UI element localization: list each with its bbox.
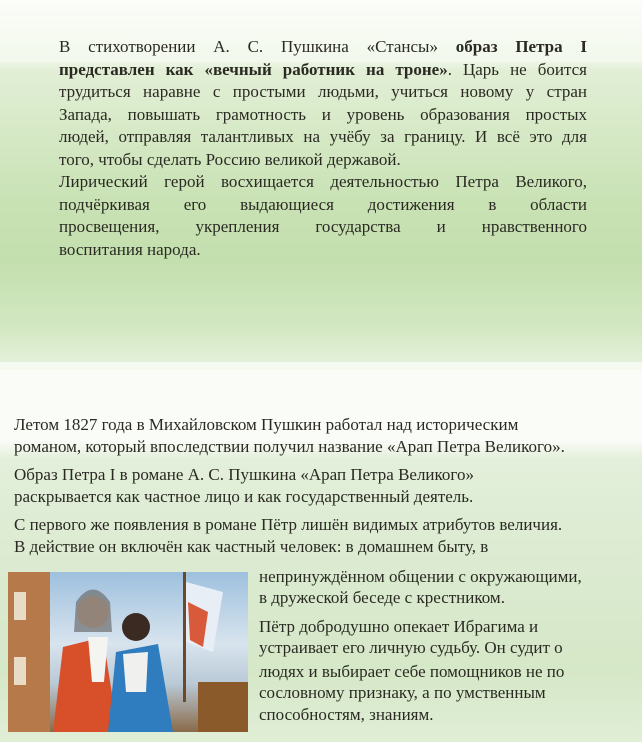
text-line: В действие он включён как частный человек: в домашнем быту, в xyxy=(14,537,489,556)
window xyxy=(14,657,26,685)
text-line: Образ Петра I в романе А. С. Пушкина «Арап Петра Великого» xyxy=(14,465,474,484)
text-segment: . Царь не боится xyxy=(447,60,587,79)
text-line: Летом 1827 года в Михайловском Пушкин работал над историческим xyxy=(14,415,519,434)
ibrahim-shirt xyxy=(123,652,148,692)
text-line: Запада, повышать грамотность и уровень образования простых xyxy=(59,105,587,124)
text-line: устраивает его личную судьбу. Он судит о xyxy=(259,638,563,657)
bold-text: образ Петра I xyxy=(455,37,587,56)
painting-illustration xyxy=(8,572,248,732)
text-line: воспитания народа. xyxy=(59,240,201,259)
text-line: способностям, знаниям. xyxy=(259,705,434,724)
text-line: трудиться наравне с простыми людьми, учиться новому у стран xyxy=(59,82,587,101)
text-line: раскрывается как частное лицо и как государственный деятель. xyxy=(14,487,474,506)
ibrahim-face xyxy=(122,613,150,641)
text-line: непринуждённом общении с окружающими, xyxy=(259,567,582,586)
peter-coat xyxy=(53,637,118,732)
text-line: Пётр добродушно опекает Ибрагима и xyxy=(259,617,539,636)
text-segment: В стихотворении А. С. Пушкина «Стансы» xyxy=(59,37,456,56)
text-line: просвещения, укрепления государства и нравственного xyxy=(59,217,587,236)
text-line xyxy=(59,37,587,57)
ship-hull xyxy=(198,682,248,732)
painting-peter-and-ibrahim xyxy=(8,572,248,732)
mast xyxy=(183,572,186,702)
text-line: подчёркивая его выдающиеся достижения в области xyxy=(59,195,587,214)
text-line: сословному признаку, а по умственным xyxy=(259,683,546,702)
window xyxy=(14,592,26,620)
text-line: того, чтобы сделать Россию великой державой. xyxy=(59,150,401,169)
text-line: людей, отправляя талантливых на учёбу за границу. И всё это для xyxy=(59,127,587,146)
text-line xyxy=(59,60,587,80)
text-line: Лирический герой восхищается деятельностью Петра Великого, xyxy=(59,172,587,191)
text-line: романом, который впоследствии получил название «Арап Петра Великого». xyxy=(14,437,565,456)
text-line: людях и выбирает себе помощников не по xyxy=(259,662,565,681)
bold-text: представлен как «вечный работник на троне» xyxy=(59,60,448,79)
peter-wig xyxy=(74,590,112,633)
text-line: С первого же появления в романе Пётр лишён видимых атрибутов величия. xyxy=(14,515,563,534)
text-line: в дружеской беседе с крестником. xyxy=(259,588,505,607)
